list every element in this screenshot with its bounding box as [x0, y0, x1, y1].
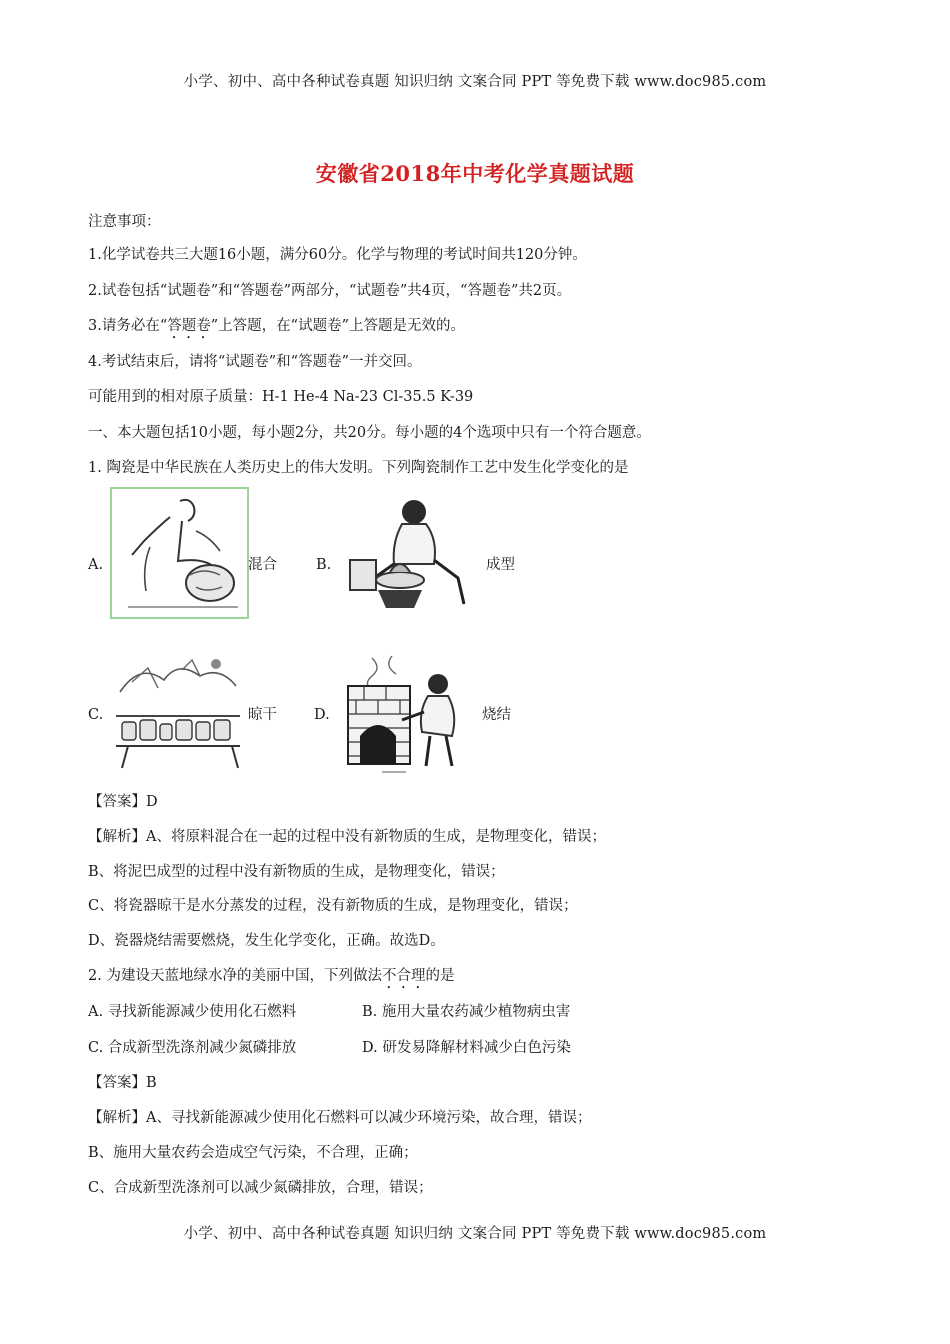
note-1: 1.化学试卷共三大题16小题，满分60分。化学与物理的考试时间共120分钟。 [88, 247, 587, 263]
note-3-emphasis: 答题卷 [167, 318, 211, 334]
q2-option-d: D. 研发易降解材料减少白色污染 [362, 1040, 571, 1056]
page-title: 安徽省2018年中考化学真题试题 [315, 161, 635, 186]
q1-option-c-letter: C. [88, 707, 104, 723]
q2-stem-part-a: 2. 为建设天蓝地绿水净的美丽中国，下列做法 [88, 968, 382, 984]
q1-option-a-illustration [110, 487, 250, 620]
q2-option-b: B. 施用大量农药减少植物病虫害 [362, 1004, 571, 1020]
q1-option-a-letter: A. [88, 557, 104, 573]
q2-analysis-2: B、施用大量农药会造成空气污染，不合理，正确； [88, 1145, 418, 1161]
q1-option-b-label: 成型 [486, 557, 515, 573]
q1-option-c-illustration [112, 652, 248, 774]
atomic-masses: 可能用到的相对原子质量：H-1 He-4 Na-23 Cl-35.5 K-39 [88, 389, 474, 405]
q1-analysis-1: 【解析】A、将原料混合在一起的过程中没有新物质的生成，是物理变化，错误； [88, 829, 606, 845]
q1-analysis-3: C、将瓷器晾干是水分蒸发的过程，没有新物质的生成，是物理变化，错误； [88, 898, 578, 914]
q1-answer: 【答案】D [88, 794, 158, 810]
q2-analysis-3: C、合成新型洗涤剂可以减少氮磷排放，合理，错误； [88, 1180, 433, 1196]
note-4: 4.考试结束后，请将“试题卷”和“答题卷”一并交回。 [88, 354, 422, 370]
q1-stem: 1. 陶瓷是中华民族在人类历史上的伟大发明。下列陶瓷制作工艺中发生化学变化的是 [88, 460, 629, 476]
q2-stem [88, 966, 454, 992]
q1-option-b-letter: B. [316, 557, 332, 573]
page-header: 小学、初中、高中各种试卷真题 知识归纳 文案合同 PPT 等免费下载 www.doc985.com [183, 74, 767, 90]
q1-option-a-label: 混合 [248, 557, 277, 573]
q1-option-d-letter: D. [314, 707, 330, 723]
q1-option-d-label: 烧结 [482, 707, 511, 723]
page-footer: 小学、初中、高中各种试卷真题 知识归纳 文案合同 PPT 等免费下载 www.doc985.com [183, 1226, 767, 1242]
q1-option-c-label: 晾干 [248, 707, 277, 723]
q1-analysis-4: D、瓷器烧结需要燃烧，发生化学变化，正确。故选D。 [88, 933, 445, 949]
note-3 [88, 316, 465, 342]
note-3-part-c: ”上答题，在“试题卷”上答题是无效的。 [210, 318, 465, 334]
note-3-part-a: 3.请务必在“ [88, 318, 168, 334]
q1-analysis-2: B、将泥巴成型的过程中没有新物质的生成，是物理变化，错误； [88, 864, 505, 880]
q1-option-b-illustration [342, 490, 472, 612]
q2-stem-emphasis: 不合理 [381, 968, 426, 984]
q2-option-a: A. 寻找新能源减少使用化石燃料 [88, 1004, 297, 1020]
q2-option-c: C. 合成新型洗涤剂减少氮磷排放 [88, 1040, 297, 1056]
section-1-instructions: 一、本大题包括10小题，每小题2分，共20分。每小题的4个选项中只有一个符合题意。 [88, 425, 651, 441]
q1-option-d-illustration [342, 652, 472, 776]
q2-analysis-1: 【解析】A、寻找新能源减少使用化石燃料可以减少环境污染，故合理，错误； [88, 1110, 592, 1126]
note-2: 2.试卷包括“试题卷”和“答题卷”两部分，“试题卷”共4页，“答题卷”共2页。 [88, 283, 572, 299]
q2-answer: 【答案】B [88, 1075, 157, 1091]
notes-heading: 注意事项： [88, 214, 161, 230]
q2-stem-part-c: 的是 [425, 968, 455, 984]
